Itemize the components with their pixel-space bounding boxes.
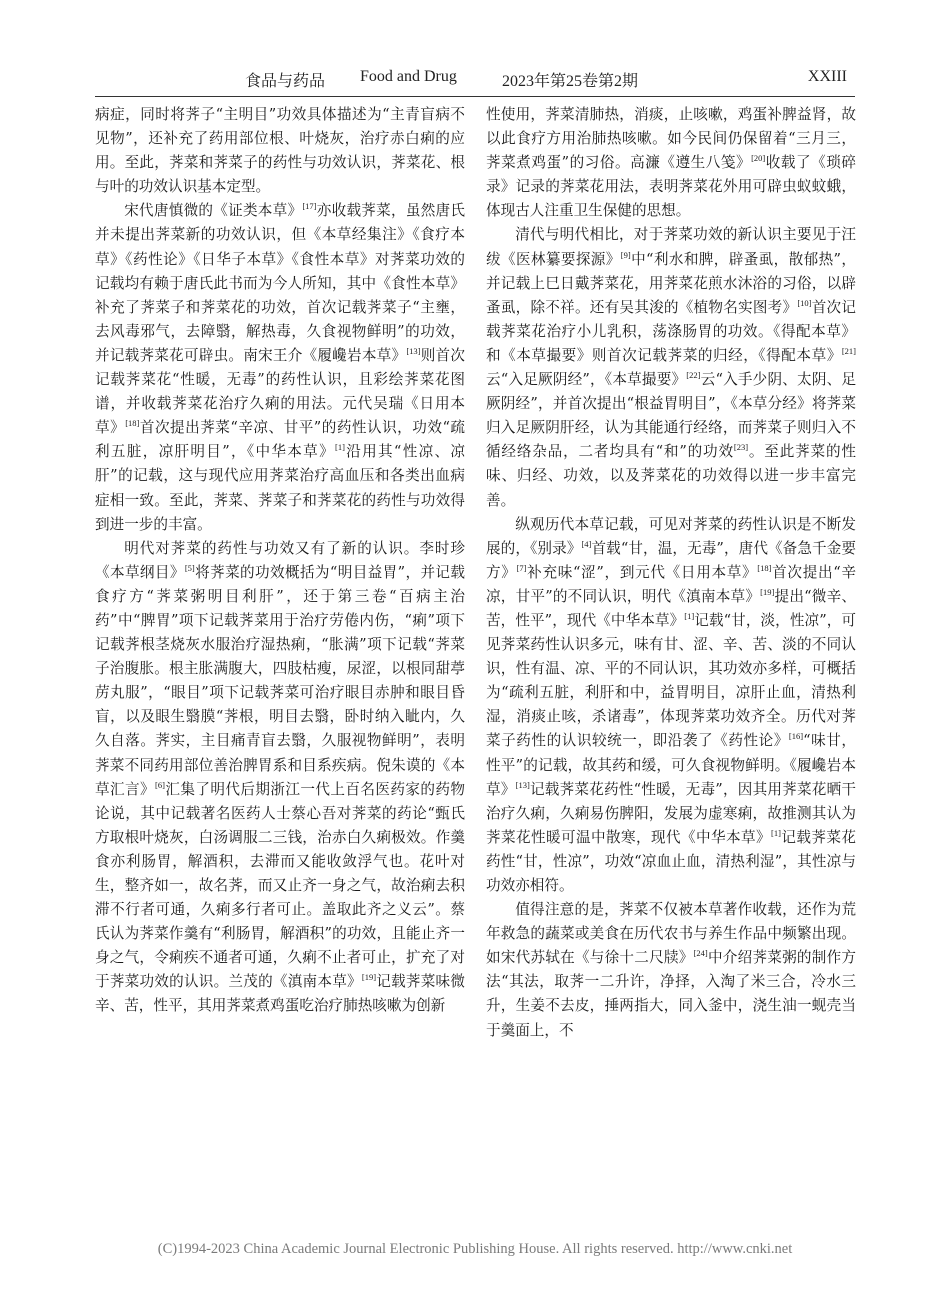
journal-title-cn: 食品与药品 [245,73,326,90]
citation-marker: [17] [302,201,317,212]
citation-marker: [22] [686,370,701,381]
citation-marker: [5] [184,562,195,573]
citation-marker: [18] [757,562,772,573]
citation-marker: [10] [797,297,812,308]
paragraph: 值得注意的是，荠菜不仅被本草著作收载，还作为荒年救急的蔬菜或美食在历代农书与养生作品中频繁出现。如宋代苏轼在《与徐十二尺牍》[24]中介绍荠菜粥的制作方法“其法，取荠一二升许，净择，入淘了米三合，冷水三升，生姜不去皮，捶两指大，同入釜中，浇生油一蚬壳当于羹面上，不 [486,901,856,1039]
citation-marker: [13] [515,779,530,790]
issue-info: 2023年第25卷第2期 [502,73,639,90]
citation-marker: [13] [406,345,421,356]
paragraph: 宋代唐慎微的《证类本草》[17]亦收载荠菜，虽然唐氏并未提出荠菜新的功效认识，但《本草经集注》《食疗本草》《药性论》《日华子本草》《食性本草》对荠菜功效的记载均有赖于唐氏此书而为今人所知，其中《食性本草》补充了荠菜子和荠菜花的功效，首次记载荠菜子“主壅，去风毒邪气，去障翳，解热毒，久食视物鲜明”的功效，并记载荠菜花可辟虫。南宋王介《履巉岩本草》[13]则首次记载荠菜花“性暖，无毒”的药性认识，且彩绘荠菜花图谱，并收载荠菜花治疗久痢的用法。元代吴瑞《日用本草》[18]首次提出荠菜“辛凉、甘平”的药性认识，功效“疏利五脏，凉肝明目”，《中华本草》[1]沿用其“性凉、凉肝”的记载，这与现代应用荠菜治疗高血压和各类出血病症相一致。至此，荠菜、荠菜子和荠菜花的药性与功效得到进一步的丰富。 [95,201,465,533]
header-rule [95,96,855,97]
citation-marker: [19] [361,972,377,983]
page-number: XXIII [807,68,847,85]
page-header [95,64,855,92]
citation-marker: [7] [516,562,527,573]
right-column [486,103,856,1043]
citation-marker: [4] [581,538,592,549]
paragraph: 明代对荠菜的药性与功效又有了新的认识。李时珍《本草纲目》[5]将荠菜的功效概括为“明目益胃”，并记载食疗方“荠菜粥明目利肝”，还于第三卷“百病主治药”中“脾胃”项下记载荠菜用于治疗劳倦内伤，“痢”项下记载荠根茎烧灰水服治疗湿热痢，“胀满”项下记载“荠菜子治腹胀。根主胀满腹大，四肢枯瘦，尿涩，以根同甜葶苈丸服”，“眼目”项下记载荠菜可治疗眼目赤肿和眼目昏盲，以及眼生翳膜“荠根，明目去翳，卧时纳入眦内，久久自落。荠实，主目痛青盲去翳，久服视物鲜明”，表明荠菜不同药用部位善治脾胃系和目系疾病。倪朱谟的《本草汇言》[6]汇集了明代后期浙江一代上百名医药家的药物论说，其中记载著名医药人士蔡心吾对荠菜的药论“甄氏方取根叶烧灰，白汤调服二三钱，治赤白久痢极效。作羹食亦利肠胃，解酒积，去滞而又能收敛浮气也。花叶对生，整齐如一，故名荠，而又止齐一身之气，故治痢去积滞不行者可通，久痢多行者可止。盖取此齐之义云”。蔡氏认为荠菜作羹有“利肠胃，解酒积”的功效，且能止齐一身之气，令痢疾不通者可通，久痢不止者可止，扩充了对于荠菜功效的认识。兰茂的《滇南本草》[19]记载荠菜味微辛、苦，性平，其用荠菜煮鸡蛋吃治疗肺热咳嗽为创新 [95,539,465,1015]
citation-marker: [20] [751,153,766,164]
citation-marker: [18] [125,418,140,429]
paragraph: 病症，同时将荠子“主明目”功效具体描述为“主青盲病不见物”，还补充了药用部位根、叶烧灰，治疗赤白痢的应用。至此，荠菜和荠菜子的药性与功效认识，荠菜花、根与叶的功效认识基本定型。 [95,106,465,196]
copyright-footer: (C)1994-2023 China Academic Journal Electronic Publishing House. All rights reserved. http://www.cnki.net [157,1241,793,1257]
citation-marker: [6] [155,779,165,790]
paragraph: 性使用，荠菜清肺热，消痰，止咳嗽，鸡蛋补脾益肾，故以此食疗方用治肺热咳嗽。如今民间仍保留着“三月三，荠菜煮鸡蛋”的习俗。高濂《遵生八笺》[20]收载了《琐碎录》记录的荠菜花用法，表明荠菜花外用可辟虫蚁蚊蛾，体现古人注重卫生保健的思想。 [486,106,856,220]
citation-marker: [1] [684,610,695,621]
paragraph: 纵观历代本草记载，可见对荠菜的药性认识是不断发展的，《别录》[4]首载“甘，温，无毒”，唐代《备急千金要方》[7]补充味“涩”，到元代《日用本草》[18]首次提出“辛凉，甘平”的不同认识，明代《滇南本草》[19]提出“微辛、苦，性平”，现代《中华本草》[1]记载“甘，淡，性凉”，可见荠菜药性认识多元，味有甘、涩、辛、苦、淡的不同认识，性有温、凉、平的不同认识，其功效亦多样，可概括为“疏利五脏，利肝和中，益胃明目，凉肝止血，清热利湿，消痰止咳，杀诸毒”，体现荠菜功效齐全。历代对荠菜子药性的认识较统一，即沿袭了《药性论》[16]“味甘，性平”的记载，故其药和缓，可久食视物鲜明。《履巉岩本草》[13]记载荠菜花药性“性暖，无毒”，因其用荠菜花晒干治疗久痢，久痢易伤脾阳，发展为虚寒痢，故推测其认为荠菜花性暖可温中散寒，现代《中华本草》[1]记载荠菜花药性“甘，性凉”，功效“凉血止血，清热利湿”，其性凉与功效亦相符。 [486,515,856,894]
left-column [95,103,465,1019]
citation-marker: [24] [693,948,708,959]
citation-marker: [23] [733,442,749,453]
citation-marker: [21] [841,345,856,356]
citation-marker: [1] [771,827,781,838]
journal-title-en: Food and Drug [360,68,457,85]
citation-marker: [19] [760,586,775,597]
citation-marker: [16] [788,731,804,742]
citation-marker: [9] [620,249,631,260]
citation-marker: [1] [335,442,345,453]
paragraph: 清代与明代相比，对于荠菜功效的新认识主要见于汪绂《医林纂要探源》[9]中“利水和脾，辟蚤虱，散郁热”，并记载上巳日戴荠菜花，用荠菜花煎水沐浴的习俗，以辟蚤虱，除不祥。还有吴其浚的《植物名实图考》[10]首次记载荠菜花治疗小儿乳积，荡涤肠胃的功效。《得配本草》和《本草撮要》则首次记载荠菜的归经，《得配本草》[21]云“入足厥阴经”，《本草撮要》[22]云“入手少阴、太阴、足厥阴经”，并首次提出“根益胃明目”，《本草分经》将荠菜归入足厥阴肝经，认为其能通行经络，而荠菜子则归入不循经络杂品，二者均具有“和”的功效[23]。至此荠菜的性味、归经、功效，以及荠菜花的功效得以进一步丰富完善。 [486,226,857,509]
